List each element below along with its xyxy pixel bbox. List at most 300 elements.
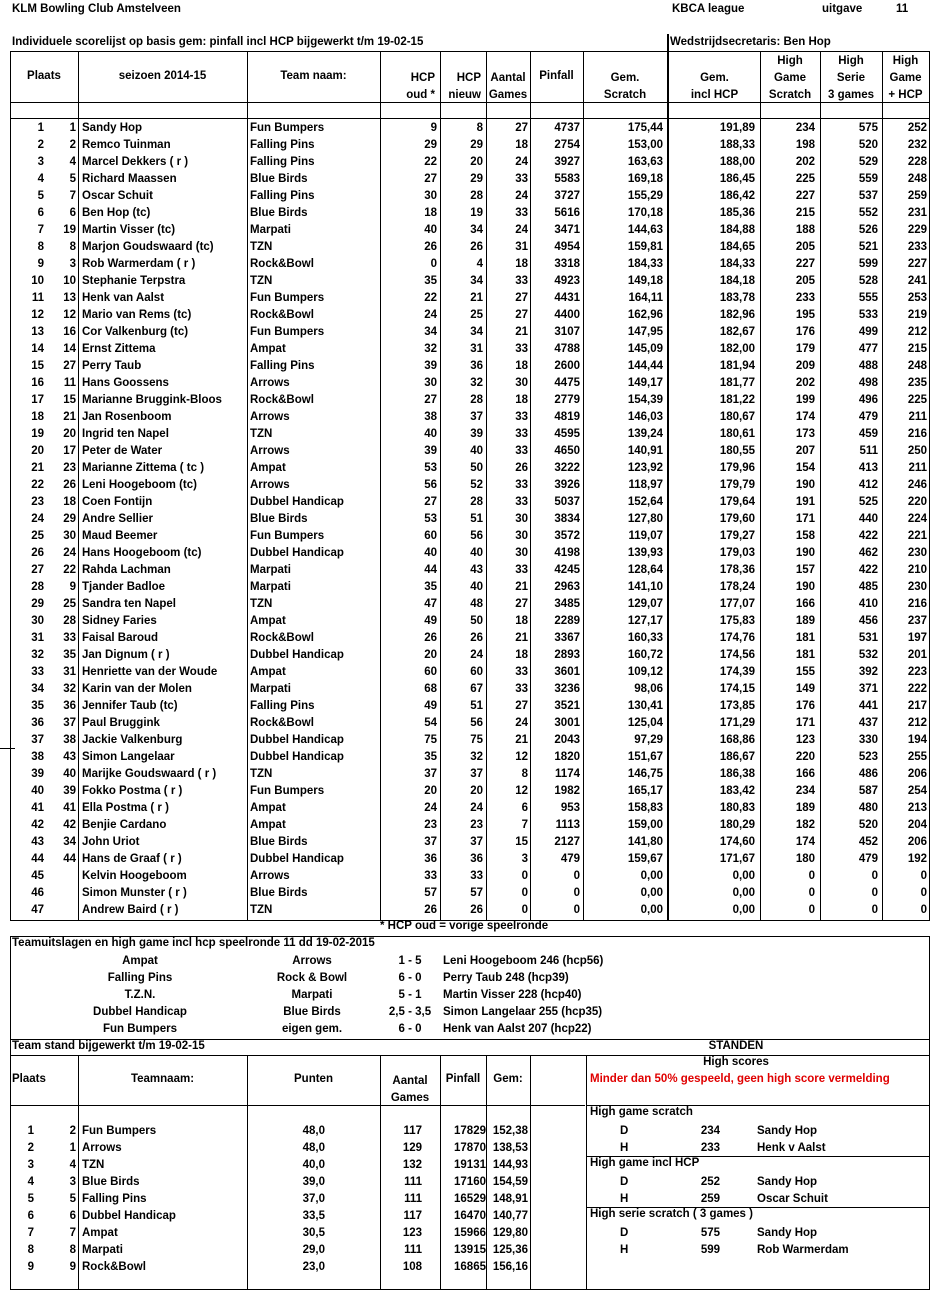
cell-hg-scratch: 234 — [795, 122, 815, 134]
cell-gem-scratch: 123,92 — [627, 462, 663, 474]
table-row — [0, 834, 940, 851]
cell-gem-scratch: 98,06 — [634, 683, 663, 695]
table-row — [0, 562, 940, 579]
cell-hg-scratch: 171 — [795, 513, 815, 525]
cell-hcp-nieuw: 19 — [470, 207, 483, 219]
cell-name: Tjander Badloe — [82, 581, 166, 593]
cell-games: 30 — [515, 513, 528, 525]
cell-gem-hcp: 174,60 — [719, 836, 755, 848]
cell-rank: 22 — [31, 479, 44, 491]
table-row — [0, 528, 940, 545]
cell-hcp-nieuw: 32 — [470, 377, 483, 389]
cell-hcp-oud: 24 — [424, 309, 437, 321]
cell-pinfall: 4595 — [554, 428, 580, 440]
cell-hcp-oud: 39 — [424, 445, 437, 457]
cell-prev-rank: 10 — [63, 275, 76, 287]
cell-games: 6 — [521, 802, 528, 814]
cell-team: Marpati — [250, 683, 291, 695]
cell-name: Richard Maassen — [82, 173, 177, 185]
cell-games: 24 — [515, 156, 528, 168]
cell-hcp-oud: 26 — [424, 904, 437, 916]
cell-hcp-nieuw: 37 — [470, 836, 483, 848]
result-high-game: Martin Visser 228 (hcp40) — [443, 989, 582, 1001]
high-score-score: 575 — [700, 1227, 720, 1239]
cell-gem-scratch: 162,96 — [627, 309, 663, 321]
cell-gem-hcp: 183,42 — [719, 785, 755, 797]
cell-hcp-nieuw: 34 — [470, 224, 483, 236]
cell-hcp-nieuw: 4 — [476, 258, 483, 270]
cell-pinfall: 4400 — [554, 309, 580, 321]
cell-name: Sandra ten Napel — [82, 598, 176, 610]
cell-pinfall: 2754 — [554, 139, 580, 151]
cell-gem-hcp: 181,77 — [719, 377, 755, 389]
cell-prev-rank: 5 — [69, 173, 76, 185]
table-row — [0, 885, 940, 902]
standings-team: Falling Pins — [82, 1193, 147, 1205]
cell-hs-3games: 531 — [858, 632, 878, 644]
cell-team: Blue Birds — [250, 836, 308, 848]
cell-gem-hcp: 184,88 — [719, 224, 755, 236]
standings-games: 129 — [402, 1142, 422, 1154]
cell-hg-scratch: 227 — [795, 190, 815, 202]
cell-games: 31 — [515, 241, 528, 253]
cell-gem-hcp: 0,00 — [732, 904, 755, 916]
cell-name: Jennifer Taub (tc) — [82, 700, 178, 712]
cell-team: Arrows — [250, 870, 290, 882]
cell-hg-hcp: 223 — [907, 666, 927, 678]
cell-name: Kelvin Hoogeboom — [82, 870, 187, 882]
results-title: Teamuitslagen en high game incl hcp speelronde 11 dd 19-02-2015 — [12, 937, 375, 949]
cell-hcp-oud: 34 — [424, 326, 437, 338]
cell-gem-hcp: 188,33 — [719, 139, 755, 151]
cell-hcp-nieuw: 29 — [470, 173, 483, 185]
cell-hg-hcp: 219 — [907, 309, 927, 321]
standings-games: 111 — [404, 1193, 422, 1205]
cell-hg-hcp: 215 — [907, 343, 927, 355]
cell-name: Ella Postma ( r ) — [82, 802, 169, 814]
cell-hcp-nieuw: 20 — [470, 785, 483, 797]
cell-name: Henriette van der Woude — [82, 666, 218, 678]
cell-rank: 6 — [37, 207, 44, 219]
cell-hg-hcp: 230 — [907, 581, 927, 593]
result-score: 2,5 - 3,5 — [388, 1006, 432, 1018]
cell-games: 24 — [515, 717, 528, 729]
cell-prev-rank: 42 — [63, 819, 76, 831]
cell-hg-scratch: 158 — [795, 530, 815, 542]
high-scores-title: High scores — [703, 1056, 769, 1068]
cell-gem-hcp: 174,15 — [719, 683, 755, 695]
table-row — [0, 222, 940, 239]
cell-gem-scratch: 146,03 — [627, 411, 663, 423]
cell-pinfall: 5583 — [554, 173, 580, 185]
cell-gem-hcp: 188,00 — [719, 156, 755, 168]
cell-gem-hcp: 179,27 — [719, 530, 755, 542]
cell-hcp-oud: 49 — [424, 615, 437, 627]
table-row — [0, 392, 940, 409]
standings-gem: 125,36 — [492, 1244, 528, 1256]
cell-hcp-nieuw: 8 — [476, 122, 483, 134]
cell-name: Perry Taub — [82, 360, 142, 372]
cell-hcp-oud: 60 — [424, 666, 437, 678]
high-score-gender: H — [620, 1244, 629, 1256]
cell-gem-hcp: 179,96 — [719, 462, 755, 474]
cell-hcp-nieuw: 43 — [470, 564, 483, 576]
cell-gem-scratch: 175,44 — [627, 122, 663, 134]
cell-hcp-nieuw: 21 — [470, 292, 483, 304]
cell-rank: 37 — [31, 734, 44, 746]
cell-gem-scratch: 145,09 — [627, 343, 663, 355]
table-row — [0, 783, 940, 800]
cell-team: Ampat — [250, 666, 286, 678]
table-row — [0, 290, 940, 307]
cell-gem-hcp: 180,83 — [719, 802, 755, 814]
cell-prev-rank: 14 — [63, 343, 76, 355]
cell-hcp-oud: 37 — [424, 836, 437, 848]
cell-name: Jan Rosenboom — [82, 411, 172, 423]
cell-name: Hans Hoogeboom (tc) — [82, 547, 202, 559]
cell-hg-hcp: 210 — [907, 564, 927, 576]
cell-hcp-nieuw: 26 — [470, 632, 483, 644]
cell-hcp-oud: 54 — [424, 717, 437, 729]
cell-prev-rank: 39 — [63, 785, 76, 797]
cell-team: Dubbel Handicap — [250, 734, 344, 746]
cell-games: 24 — [515, 224, 528, 236]
cell-hg-scratch: 179 — [795, 343, 815, 355]
cell-rank: 21 — [31, 462, 44, 474]
cell-name: Remco Tuinman — [82, 139, 171, 151]
cell-hg-hcp: 217 — [907, 700, 927, 712]
cell-prev-rank: 15 — [63, 394, 76, 406]
cell-gem-scratch: 97,29 — [634, 734, 663, 746]
cell-hcp-oud: 35 — [424, 275, 437, 287]
cell-hs-3games: 528 — [858, 275, 878, 287]
cell-hg-scratch: 176 — [795, 700, 815, 712]
cell-pinfall: 4475 — [554, 377, 580, 389]
result-away-team: Marpati — [291, 989, 333, 1001]
cell-hg-scratch: 166 — [795, 598, 815, 610]
cell-prev-rank: 20 — [63, 428, 76, 440]
high-score-row — [0, 1242, 940, 1259]
cell-hg-scratch: 190 — [795, 547, 815, 559]
cell-name: Rob Warmerdam ( r ) — [82, 258, 196, 270]
high-score-row — [0, 1174, 940, 1191]
high-score-score: 234 — [700, 1125, 720, 1137]
cell-hcp-oud: 35 — [424, 581, 437, 593]
cell-team: Marpati — [250, 581, 291, 593]
cell-hs-3games: 462 — [858, 547, 878, 559]
cell-gem-scratch: 147,95 — [627, 326, 663, 338]
cell-hcp-oud: 27 — [424, 173, 437, 185]
cell-hs-3games: 533 — [858, 309, 878, 321]
cell-gem-hcp: 178,36 — [719, 564, 755, 576]
cell-rank: 25 — [31, 530, 44, 542]
cell-rank: 28 — [31, 581, 44, 593]
cell-hcp-nieuw: 28 — [470, 394, 483, 406]
cell-hg-scratch: 123 — [795, 734, 815, 746]
cell-team: Blue Birds — [250, 173, 308, 185]
cell-team: Blue Birds — [250, 207, 308, 219]
cell-team: Ampat — [250, 615, 286, 627]
cell-hcp-nieuw: 51 — [470, 700, 483, 712]
cell-prev-rank: 43 — [63, 751, 76, 763]
cell-rank: 1 — [37, 122, 44, 134]
result-high-game: Leni Hoogeboom 246 (hcp56) — [443, 955, 604, 967]
col-pinfall: Pinfall — [539, 70, 574, 82]
cell-name: Simon Munster ( r ) — [82, 887, 187, 899]
high-score-section-title: High game incl HCP — [590, 1157, 700, 1169]
table-row — [0, 426, 940, 443]
cell-name: Marianne Bruggink-Bloos — [82, 394, 222, 406]
cell-prev-rank: 30 — [63, 530, 76, 542]
cell-hcp-nieuw: 52 — [470, 479, 483, 491]
uitgave-label: uitgave — [822, 3, 863, 15]
cell-name: Jackie Valkenburg — [82, 734, 183, 746]
standings-games: 108 — [402, 1261, 422, 1273]
cell-rank: 15 — [31, 360, 44, 372]
cell-games: 0 — [521, 870, 528, 882]
cell-rank: 31 — [31, 632, 44, 644]
cell-pinfall: 1982 — [554, 785, 580, 797]
cell-gem-scratch: 109,12 — [627, 666, 663, 678]
cell-gem-scratch: 164,11 — [628, 292, 663, 304]
standings-col-punten: Punten — [294, 1073, 333, 1085]
cell-hs-3games: 525 — [858, 496, 878, 508]
cell-gem-scratch: 139,93 — [627, 547, 663, 559]
cell-hcp-nieuw: 26 — [470, 241, 483, 253]
cell-gem-scratch: 0,00 — [640, 904, 663, 916]
cell-team: Fun Bumpers — [250, 292, 325, 304]
standings-gem: 148,91 — [492, 1193, 528, 1205]
cell-hg-scratch: 181 — [795, 649, 815, 661]
standings-pinfall: 16470 — [454, 1210, 486, 1222]
cell-hcp-nieuw: 26 — [470, 904, 483, 916]
cell-hg-hcp: 248 — [907, 173, 927, 185]
cell-games: 0 — [521, 887, 528, 899]
cell-gem-hcp: 186,45 — [719, 173, 755, 185]
cell-hcp-nieuw: 34 — [470, 326, 483, 338]
cell-pinfall: 3318 — [554, 258, 580, 270]
standings-gem: 129,80 — [492, 1227, 528, 1239]
cell-hcp-oud: 40 — [424, 224, 437, 236]
standings-team: Ampat — [82, 1227, 118, 1239]
cell-team: Dubbel Handicap — [250, 547, 344, 559]
standings-gem: 154,59 — [492, 1176, 528, 1188]
cell-rank: 18 — [31, 411, 44, 423]
cell-hs-3games: 529 — [858, 156, 878, 168]
standings-prev-rank: 6 — [69, 1210, 76, 1222]
cell-hs-3games: 488 — [858, 360, 878, 372]
cell-team: Blue Birds — [250, 513, 308, 525]
cell-gem-scratch: 160,33 — [627, 632, 663, 644]
standings-prev-rank: 1 — [69, 1142, 76, 1154]
standings-row — [0, 1157, 940, 1174]
standings-games: 117 — [403, 1125, 422, 1137]
high-scores-note: Minder dan 50% gespeeld, geen high score vermelding — [590, 1073, 890, 1085]
cell-hg-hcp: 252 — [907, 122, 927, 134]
cell-rank: 10 — [31, 275, 44, 287]
cell-gem-scratch: 144,63 — [627, 224, 663, 236]
cell-hg-hcp: 254 — [907, 785, 927, 797]
cell-hg-hcp: 230 — [907, 547, 927, 559]
cell-rank: 44 — [31, 853, 44, 865]
standings-pinfall: 17829 — [454, 1125, 486, 1137]
cell-hcp-oud: 38 — [424, 411, 437, 423]
cell-pinfall: 3927 — [554, 156, 580, 168]
cell-gem-scratch: 127,17 — [627, 615, 663, 627]
cell-pinfall: 4198 — [554, 547, 580, 559]
cell-games: 21 — [515, 632, 528, 644]
standings-punten: 33,5 — [302, 1210, 325, 1222]
standings-gem: 156,16 — [492, 1261, 528, 1273]
cell-rank: 11 — [31, 292, 44, 304]
cell-gem-scratch: 169,18 — [627, 173, 663, 185]
cell-team: Rock&Bowl — [250, 717, 314, 729]
standings-games: 117 — [403, 1210, 422, 1222]
standings-col-plaats: Plaats — [12, 1073, 46, 1085]
cell-hg-hcp: 255 — [907, 751, 927, 763]
high-score-row — [0, 1123, 940, 1140]
cell-games: 30 — [515, 377, 528, 389]
standings-rank: 4 — [27, 1176, 34, 1188]
cell-hs-3games: 330 — [858, 734, 878, 746]
table-row — [0, 800, 940, 817]
cell-hcp-nieuw: 20 — [470, 156, 483, 168]
cell-gem-hcp: 182,00 — [719, 343, 755, 355]
cell-pinfall: 0 — [573, 887, 580, 899]
cell-pinfall: 4954 — [554, 241, 580, 253]
cell-hcp-nieuw: 60 — [470, 666, 483, 678]
standings-rank: 5 — [27, 1193, 34, 1205]
cell-name: Mario van Rems (tc) — [82, 309, 192, 321]
cell-hs-3games: 480 — [858, 802, 878, 814]
standings-punten: 29,0 — [302, 1244, 325, 1256]
result-home-team: Dubbel Handicap — [93, 1006, 187, 1018]
col-gem-hcp: Gem. incl HCP — [690, 72, 739, 101]
cell-prev-rank: 13 — [63, 292, 76, 304]
cell-team: TZN — [250, 428, 273, 440]
cell-gem-hcp: 171,67 — [719, 853, 755, 865]
cell-hs-3games: 0 — [871, 887, 878, 899]
cell-pinfall: 3926 — [554, 479, 580, 491]
result-away-team: Rock & Bowl — [276, 972, 348, 984]
cell-hs-3games: 477 — [858, 343, 878, 355]
cell-gem-hcp: 182,67 — [719, 326, 755, 338]
cell-pinfall: 4650 — [554, 445, 580, 457]
cell-gem-scratch: 163,63 — [627, 156, 663, 168]
table-row — [0, 171, 940, 188]
cell-games: 21 — [515, 326, 528, 338]
cell-hg-hcp: 253 — [907, 292, 927, 304]
cell-games: 12 — [515, 751, 528, 763]
standen-label: STANDEN — [708, 1040, 764, 1052]
cell-team: Fun Bumpers — [250, 326, 325, 338]
cell-name: Sandy Hop — [82, 122, 143, 134]
table-row — [0, 375, 940, 392]
cell-prev-rank: 17 — [63, 445, 76, 457]
cell-hg-scratch: 180 — [795, 853, 815, 865]
cell-gem-hcp: 0,00 — [732, 887, 755, 899]
cell-hcp-nieuw: 32 — [470, 751, 483, 763]
cell-games: 33 — [515, 496, 528, 508]
cell-hg-scratch: 233 — [795, 292, 815, 304]
cell-hg-hcp: 220 — [907, 496, 927, 508]
cell-rank: 20 — [31, 445, 44, 457]
cell-team: Ampat — [250, 462, 286, 474]
cell-pinfall: 1820 — [554, 751, 580, 763]
cell-gem-scratch: 170,18 — [627, 207, 663, 219]
cell-hg-hcp: 212 — [907, 326, 927, 338]
standings-games: 111 — [404, 1176, 422, 1188]
cell-rank: 9 — [37, 258, 44, 270]
cell-prev-rank: 32 — [63, 683, 76, 695]
cell-hg-scratch: 181 — [795, 632, 815, 644]
cell-hcp-oud: 60 — [424, 530, 437, 542]
cell-team: Dubbel Handicap — [250, 751, 344, 763]
secretary: Wedstrijdsecretaris: Ben Hop — [670, 36, 831, 48]
cell-team: Marpati — [250, 224, 291, 236]
cell-hcp-nieuw: 40 — [470, 547, 483, 559]
cell-rank: 29 — [31, 598, 44, 610]
cell-hcp-oud: 75 — [424, 734, 437, 746]
uitgave-number: 11 — [896, 3, 909, 15]
cell-rank: 42 — [31, 819, 44, 831]
cell-hg-scratch: 174 — [795, 836, 815, 848]
cell-games: 7 — [521, 819, 528, 831]
standings-gem: 140,77 — [492, 1210, 528, 1222]
cell-hg-scratch: 207 — [795, 445, 815, 457]
col-seizoen: seizoen 2014-15 — [118, 70, 207, 82]
cell-pinfall: 1113 — [555, 819, 580, 831]
cell-pinfall: 479 — [560, 853, 580, 865]
standings-prev-rank: 3 — [69, 1176, 76, 1188]
cell-hcp-oud: 20 — [424, 649, 437, 661]
cell-hcp-nieuw: 31 — [470, 343, 483, 355]
cell-gem-scratch: 159,67 — [627, 853, 663, 865]
cell-hs-3games: 392 — [858, 666, 878, 678]
cell-hs-3games: 440 — [858, 513, 878, 525]
cell-rank: 19 — [31, 428, 44, 440]
cell-prev-rank: 4 — [69, 156, 76, 168]
standings-pinfall: 16865 — [454, 1261, 486, 1273]
cell-hg-scratch: 176 — [795, 326, 815, 338]
cell-name: Andre Sellier — [82, 513, 153, 525]
cell-hg-hcp: 211 — [908, 411, 927, 423]
cell-rank: 38 — [31, 751, 44, 763]
cell-pinfall: 4737 — [554, 122, 580, 134]
cell-hg-hcp: 213 — [907, 802, 927, 814]
cell-gem-hcp: 179,60 — [719, 513, 755, 525]
high-score-section-title: High game scratch — [590, 1106, 693, 1118]
col-hs-3games: High Serie 3 games — [827, 55, 875, 101]
cell-name: Maud Beemer — [82, 530, 158, 542]
cell-gem-hcp: 171,29 — [719, 717, 755, 729]
standings-row — [0, 1259, 940, 1276]
cell-prev-rank: 38 — [63, 734, 76, 746]
table-row — [0, 341, 940, 358]
cell-rank: 17 — [31, 394, 44, 406]
cell-hcp-oud: 22 — [424, 292, 437, 304]
cell-hcp-oud: 49 — [424, 700, 437, 712]
cell-pinfall: 2779 — [554, 394, 580, 406]
high-score-section-title: High serie scratch ( 3 games ) — [590, 1208, 753, 1220]
cell-prev-rank: 24 — [63, 547, 76, 559]
cell-hs-3games: 479 — [858, 411, 878, 423]
table-row — [0, 868, 940, 885]
cell-team: Arrows — [250, 377, 290, 389]
cell-hs-3games: 499 — [858, 326, 878, 338]
cell-gem-hcp: 173,85 — [719, 700, 755, 712]
cell-hs-3games: 422 — [858, 564, 878, 576]
